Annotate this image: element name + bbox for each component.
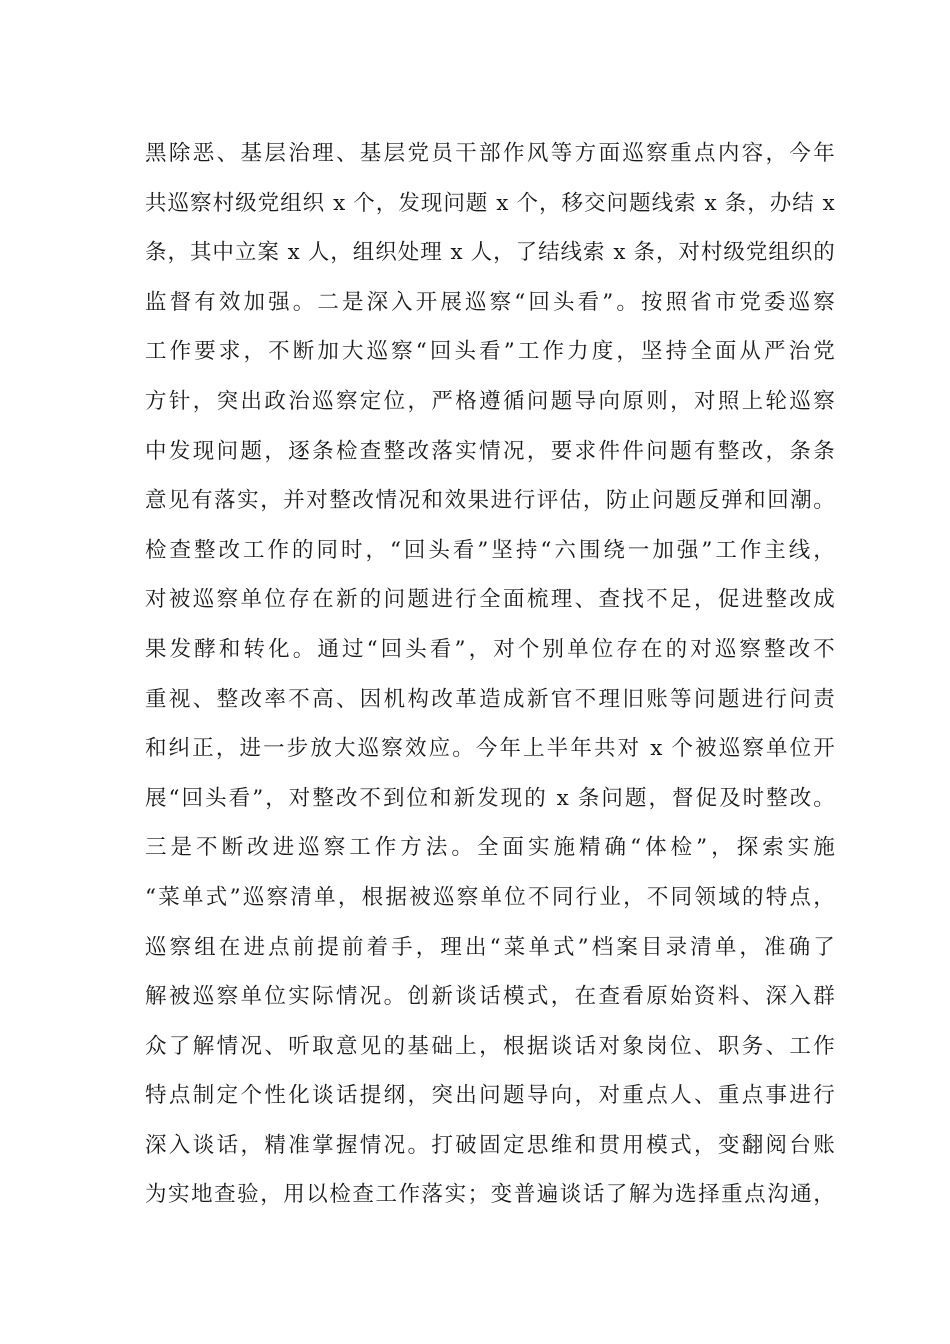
text-line: 为实地查验，用以检查工作落实；变普遍谈话了解为选择重点沟通， [145, 1182, 835, 1208]
text-line: 重视、整改率不高、因机构改革造成新官不理旧账等问题进行问责 [145, 686, 835, 712]
text-line: 三是不断改进巡察工作方法。全面实施精确“体检”，探索实施 [145, 835, 835, 861]
text-line: 共巡察村级党组织 x 个，发现问题 x 个，移交问题线索 x 条，办结 x [145, 190, 835, 216]
text-line: 黑除恶、基层治理、基层党员干部作风等方面巡察重点内容，今年 [145, 141, 835, 166]
text-line: 深入谈话，精准掌握情况。打破固定思维和贯用模式，变翻阅台账 [145, 1132, 835, 1158]
text-line: 中发现问题，逐条检查整改落实情况，要求件件问题有整改，条条 [145, 438, 835, 464]
text-line: 监督有效加强。二是深入开展巡察“回头看”。按照省市党委巡察 [145, 289, 835, 315]
text-line: 方针，突出政治巡察定位，严格遵循问题导向原则，对照上轮巡察 [145, 388, 835, 414]
text-line: 对被巡察单位存在新的问题进行全面梳理、查找不足，促进整改成 [145, 587, 835, 613]
text-line: 果发酵和转化。通过“回头看”，对个别单位存在的对巡察整改不 [145, 636, 835, 662]
text-line: 和纠正，进一步放大巡察效应。今年上半年共对 x 个被巡察单位开 [145, 736, 835, 762]
text-line: “菜单式”巡察清单，根据被巡察单位不同行业，不同领域的特点， [145, 884, 835, 910]
body-text [145, 129, 835, 1220]
text-line: 特点制定个性化谈话提纲，突出问题导向，对重点人、重点事进行 [145, 1083, 835, 1109]
text-line: 意见有落实，并对整改情况和效果进行评估，防止问题反弹和回潮。 [145, 488, 835, 514]
text-line: 众了解情况、听取意见的基础上，根据谈话对象岗位、职务、工作 [145, 1033, 835, 1059]
text-line: 条，其中立案 x 人，组织处理 x 人，了结线索 x 条，对村级党组织的 [145, 240, 835, 266]
text-line: 解被巡察单位实际情况。创新谈话模式，在查看原始资料、深入群 [145, 984, 835, 1010]
text-line: 检查整改工作的同时，“回头看”坚持“六围绕一加强”工作主线， [145, 537, 835, 563]
text-line: 展“回头看”，对整改不到位和新发现的 x 条问题，督促及时整改。 [145, 785, 835, 811]
text-line: 工作要求，不断加大巡察“回头看”工作力度，坚持全面从严治党 [145, 339, 835, 365]
text-line: 巡察组在进点前提前着手，理出“菜单式”档案目录清单，准确了 [145, 934, 835, 960]
